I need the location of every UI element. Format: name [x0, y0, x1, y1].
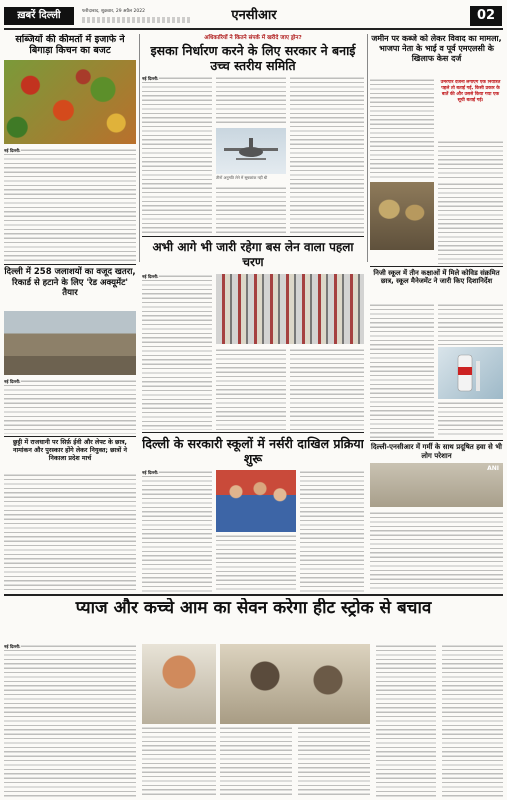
story-nursery: [142, 436, 364, 592]
story-vegetables: [4, 34, 136, 262]
article-body: [4, 379, 136, 434]
drone-photo: [216, 128, 286, 174]
headline: अभी आगे भी जारी रहेगा बस लेन वाला पहला चरण: [152, 240, 354, 269]
article-col-2: [216, 348, 286, 430]
article-col-1: [142, 76, 212, 234]
story-onion-mango: [4, 598, 503, 798]
covid-test-photo: [438, 347, 503, 399]
section-rule: [142, 432, 364, 433]
article-col-5: [376, 644, 436, 798]
traffic-photo: [216, 274, 364, 344]
article-col-2: [438, 140, 503, 178]
police-photo: [370, 182, 434, 250]
article-col-2: [216, 76, 286, 126]
story-covid-schools: [370, 266, 503, 438]
brand-logo: ख़बरें दिल्ली: [4, 7, 74, 25]
school-children-photo: [216, 470, 296, 532]
headline: इसका निर्धारण करने के लिए सरकार ने बनाई उच्च स्तरीय समिति: [150, 43, 356, 73]
headline: छुट्टी में राजधानी पर सिर्फ़ ईवी और लेफ्ट के छात्र, नामांकन और पुरस्कार होंगे लेकर नियुक्त; छात्रों ने निकाला प्रदेश मार्च: [13, 439, 127, 462]
headline: सब्जियों की कीमतों में इजाफे ने बिगाड़ा किचन का बजट: [15, 34, 125, 56]
headline: निजी स्कूल में तीन कक्षाओं में मिले कोविड संक्रमित छात्र, स्कूल मैनेजमेंट ने जारी किए दिशानिर्देश: [373, 269, 500, 286]
agency-watermark: ANI: [487, 465, 499, 472]
article-col-3: [290, 76, 364, 234]
date-line: फरीदाबाद, शुक्रवार, 29 अप्रैल 2022: [82, 9, 145, 14]
article-col-3: [300, 470, 364, 592]
smog-photo: [370, 463, 503, 507]
byline: नई दिल्ली:: [142, 76, 159, 81]
byline: नई दिल्ली:: [142, 274, 159, 279]
byline: नई दिल्ली:: [4, 148, 21, 153]
byline: नई दिल्ली:: [4, 644, 21, 649]
landfill-photo: [4, 311, 136, 375]
section-rule: [4, 594, 503, 596]
date-line-2: [82, 17, 192, 23]
byline: नई दिल्ली:: [4, 379, 21, 384]
story-drones: [142, 34, 364, 234]
headline: जमीन पर कब्जे को लेकर विवाद का मामला, भाजपा नेता के भाई व पूर्व एमएलसी के खिलाफ केस दर्ज: [371, 34, 502, 63]
article-col-2: [216, 534, 296, 592]
article-col-3: [220, 726, 292, 798]
byline: नई दिल्ली:: [142, 470, 159, 475]
section-rule: [142, 236, 364, 237]
heatwave-street-photo: [220, 644, 370, 724]
article-col-3: [290, 348, 364, 430]
page-number: 02: [470, 6, 502, 26]
headline: दिल्ली के सरकारी स्कूलों में नर्सरी दाखिल प्रक्रिया शुरू: [142, 436, 364, 466]
story-heat-pollution: [370, 440, 503, 592]
story-land-dispute: [370, 34, 503, 264]
article-body: [370, 511, 503, 592]
column-rule: [367, 34, 368, 262]
article-col-2: [438, 303, 503, 345]
kicker: अधिकारियों ने कितने संपर्क में खरीदे जाए ड्रोन?: [204, 35, 302, 41]
headline: दिल्ली-एनसीआर में गर्मी के साथ प्रदूषित हवा से भी लोग परेशान: [371, 443, 502, 460]
article-col-1: [4, 644, 136, 798]
photo-caption: तीनों अनुमति लेने में सूचकांक नहीं थी: [216, 175, 268, 180]
headline: प्याज और कच्चे आम का सेवन करेगा हीट स्ट्रोक से बचाव: [75, 598, 432, 618]
story-ev: [4, 436, 136, 592]
article-col-1: [370, 78, 434, 178]
pull-quote: उमरपार दर्जनों लगाएंगे एक नियंत्रित पहले तो बताई गई, किसी प्रकार के बातें की और उससे किया गया एक सूची बताई गई।: [440, 80, 501, 103]
story-water-bodies: [4, 264, 136, 434]
article-col-1: [142, 274, 212, 430]
article-col-3: [438, 182, 503, 264]
section-name: एनसीआर: [231, 8, 277, 23]
article-col-2: [142, 726, 216, 798]
woman-covering-face-photo: [142, 644, 216, 724]
vegetables-photo: [4, 60, 136, 144]
column-rule: [139, 34, 140, 262]
article-body: [4, 473, 136, 592]
headline: दिल्ली में 258 जलाशयों का वजूद खतरा, रिकार्ड से हटाने के लिए 'रेड अक्यूमेंट' तैयार: [4, 267, 136, 298]
article-body: [4, 148, 136, 262]
article-col-6: [442, 644, 503, 798]
article-col-4: [298, 726, 370, 798]
article-col-1: [142, 470, 212, 592]
article-col-2b: [216, 186, 286, 234]
masthead: [4, 4, 503, 30]
story-bus-lane: [142, 240, 364, 430]
article-col-1: [370, 303, 434, 438]
article-col-3: [438, 401, 503, 438]
